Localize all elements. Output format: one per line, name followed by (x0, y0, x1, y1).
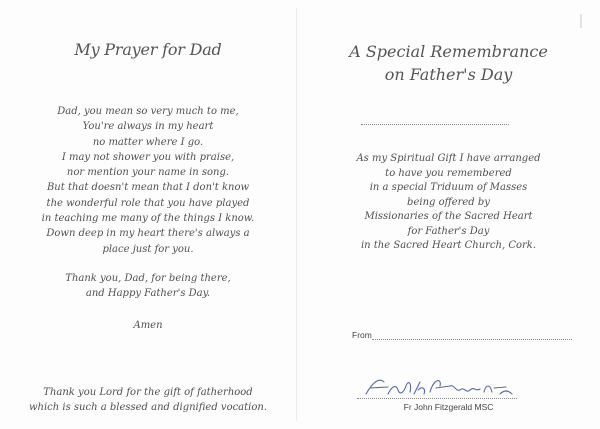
from-line (372, 339, 572, 340)
message-line: in a special Triduum of Masses (369, 182, 528, 193)
message-line: being offered by (407, 196, 490, 208)
title-line: on Father's Day (384, 65, 513, 84)
prayer-amen: Amen (133, 320, 163, 331)
message-line: Missionaries of the Sacred Heart (364, 211, 533, 222)
footer-line: Thank you Lord for the gift of fatherhood (43, 387, 253, 398)
remembrance-message (297, 152, 600, 254)
poem-line: You're always in my heart (82, 121, 214, 133)
from-label: From (352, 330, 372, 340)
signature-line (357, 398, 517, 399)
title-line: A Special Remembrance (349, 42, 548, 61)
recipient-name-line[interactable] (361, 124, 509, 125)
message-line: for Father's Day (407, 225, 490, 237)
message-line: in the Sacred Heart Church, Cork. (360, 240, 537, 251)
left-panel (0, 0, 296, 429)
thanks-line: and Happy Father's Day. (85, 288, 211, 299)
from-field[interactable] (352, 330, 582, 344)
poem-line: But that doesn't mean that I don't know (46, 182, 250, 194)
message-line: to have you remembered (385, 167, 512, 179)
corner-mark (580, 14, 582, 28)
prayer-title: My Prayer for Dad (74, 40, 222, 59)
right-panel (297, 0, 600, 429)
poem-line: in teaching me many of the things I know. (41, 213, 255, 225)
message-line: As my Spiritual Gift I have arranged (356, 153, 541, 164)
remembrance-title (297, 40, 600, 86)
poem-line: place just for you. (102, 243, 194, 255)
poem-line: no matter where I go. (92, 136, 204, 148)
prayer-thanks (0, 271, 296, 301)
poem-line: I may not shower you with praise, (61, 151, 235, 163)
poem-line: the wonderful role that you have played (46, 197, 250, 209)
poem-line: Dad, you mean so very much to me, (57, 106, 239, 117)
footer-line: which is such a blessed and dignified vocation. (28, 402, 268, 413)
prayer-footer (0, 385, 296, 415)
signer-name: Fr John Fitzgerald MSC (403, 402, 494, 412)
thanks-line: Thank you, Dad, for being there, (65, 273, 231, 284)
prayer-poem (0, 104, 296, 257)
poem-line: nor mention your name in song. (66, 167, 230, 179)
poem-line: Down deep in my heart there's always a (46, 228, 250, 240)
